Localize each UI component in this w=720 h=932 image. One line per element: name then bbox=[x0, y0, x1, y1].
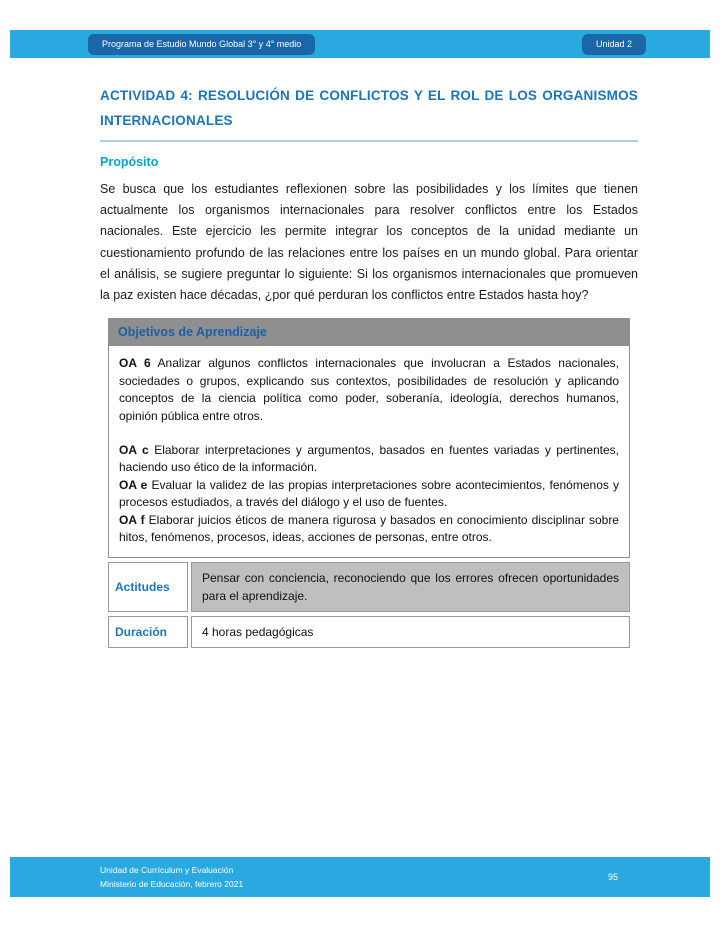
objectives-table-header: Objetivos de Aprendizaje bbox=[108, 318, 630, 346]
objective-oa6 bbox=[119, 355, 619, 425]
actitudes-row bbox=[108, 562, 630, 612]
actitudes-value: Pensar con conciencia, reconociendo que los errores ofrecen oportunidades para el aprendizaje. bbox=[191, 562, 630, 612]
footer-line1: Unidad de Currículum y Evaluación bbox=[100, 864, 234, 875]
footer-credits bbox=[100, 863, 243, 892]
objective-oac bbox=[119, 442, 619, 477]
header-unit-tab bbox=[582, 34, 646, 55]
header-bar bbox=[10, 30, 710, 58]
proposito-heading: Propósito bbox=[100, 154, 159, 169]
objectives-table-body bbox=[108, 346, 630, 558]
footer-line2: Ministerio de Educación, febrero 2021 bbox=[100, 879, 244, 889]
objective-oac-text: Elaborar interpretaciones y argumentos, basados en fuentes variadas y pertinentes, haciendo uso ético de la información. bbox=[119, 443, 620, 475]
page-content bbox=[100, 84, 638, 648]
activity-title: ACTIVIDAD 4: RESOLUCIÓN DE CONFLICTOS Y EL ROL DE LOS ORGANISMOS INTERNACIONALES bbox=[100, 88, 638, 128]
title-divider bbox=[100, 140, 638, 142]
objective-oaf-text: Elaborar juicios éticos de manera rigurosa y basados en conocimiento disciplinar sobre hitos, fenómenos, procesos, ideas, acciones de personas, entre otros. bbox=[119, 512, 619, 544]
duracion-row bbox=[108, 616, 630, 648]
page-number: 95 bbox=[607, 872, 618, 882]
objective-oae-code: OA e bbox=[119, 477, 148, 492]
footer-bar bbox=[10, 857, 710, 897]
objective-oa6-text: Analizar algunos conflictos internacionales que involucran a Estados nacionales, sociedades o grupos, explicando sus contextos, posibilidades de resolución y aplicando conceptos de la ciencia política como poder, soberanía, ideología, derechos humanos, opinión pública entre otros. bbox=[119, 356, 620, 423]
objective-oa6-code: OA 6 bbox=[119, 356, 151, 371]
duracion-label: Duración bbox=[108, 616, 188, 648]
objectives-table bbox=[108, 318, 630, 648]
actitudes-label: Actitudes bbox=[108, 562, 188, 612]
header-program-label: Programa de Estudio Mundo Global 3° y 4° medio bbox=[102, 38, 302, 49]
objective-oaf bbox=[119, 512, 619, 547]
objective-oac-code: OA c bbox=[119, 443, 149, 457]
duracion-value: 4 horas pedagógicas bbox=[191, 616, 630, 648]
header-unit-label: Unidad 2 bbox=[595, 38, 632, 49]
objective-oae-text: Evaluar la validez de las propias interpretaciones sobre acontecimientos, fenómenos y procesos estudiados, a través del diálogo y el uso de fuentes. bbox=[119, 477, 620, 510]
header-program-tab bbox=[88, 34, 315, 55]
objective-oaf-code: OA f bbox=[119, 512, 145, 527]
objective-oae bbox=[119, 477, 619, 512]
proposito-paragraph: Se busca que los estudiantes reflexionen sobre las posibilidades y los límites que tienen actualmente los organismos internacionales para resolver conflictos entre los Estados nacionales. Este ejercicio les permite integrar los conceptos de la unidad mediante un cuestionamiento profundo de las relaciones entre los países en un mundo global. Para orientar el análisis, se sugiere preguntar lo siguiente: Si los organismos internacionales que promueven la paz existen hace décadas, ¿por qué perduran los conflictos entre Estados hasta hoy? bbox=[100, 181, 638, 303]
